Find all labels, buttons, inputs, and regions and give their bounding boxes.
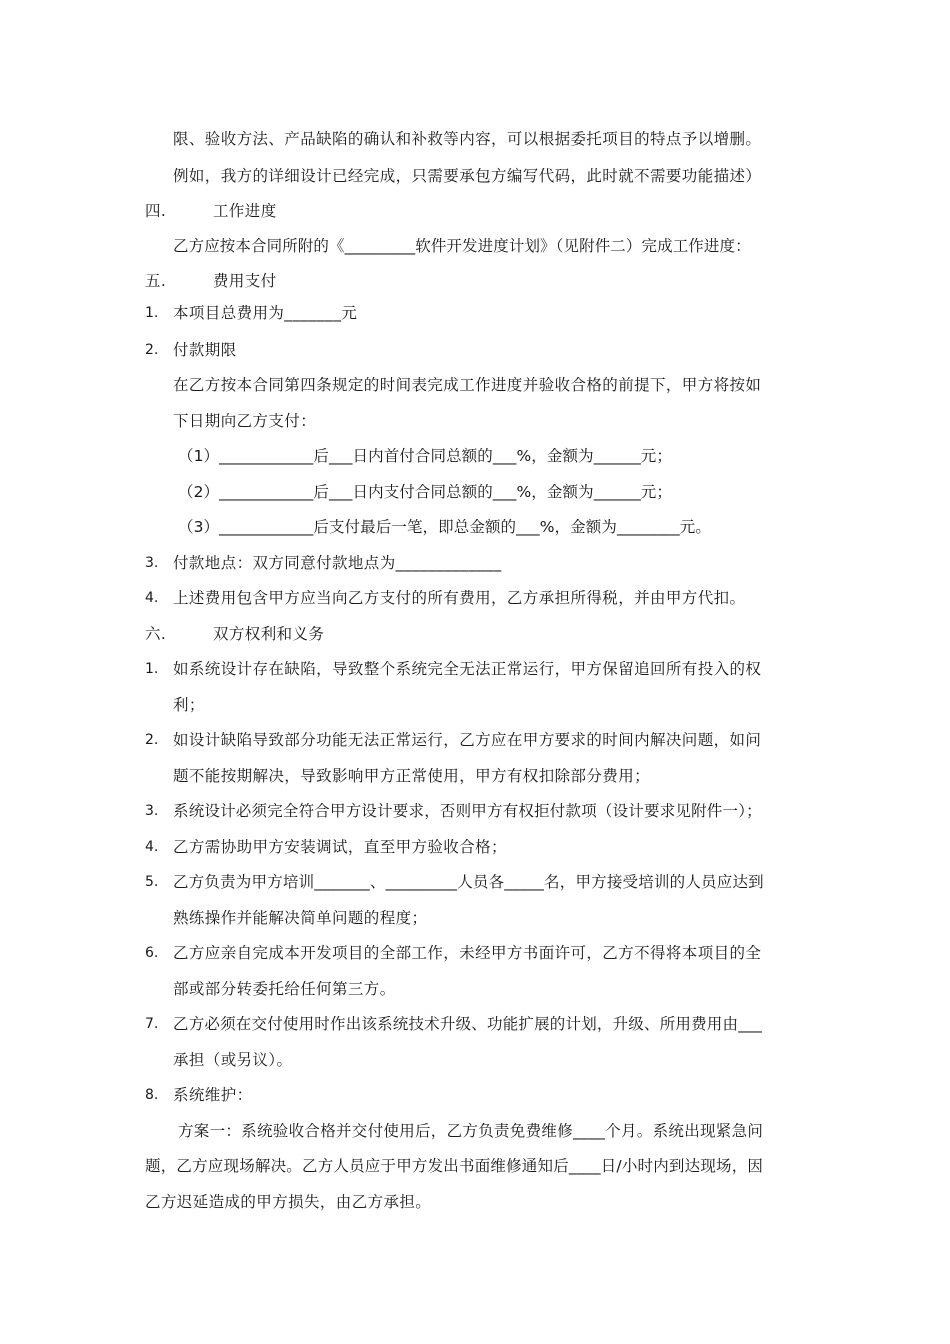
paragraph-line: 乙方迟延造成的甲方损失，由乙方承担。: [145, 1193, 432, 1211]
payment-term-line: （3）____________后支付最后一笔，即总金额的___%，金额为________元。: [178, 518, 711, 536]
paragraph-line: 下日期向乙方支付：: [173, 412, 317, 430]
list-item-text: 乙方负责为甲方培训_______、_________人员各_____名，甲方接受培训的人员应达到: [173, 873, 764, 891]
paragraph-line: 例如，我方的详细设计已经完成，只需要承包方编写代码，此时就不需要功能描述）: [173, 167, 762, 185]
paragraph-line: 限、验收方法、产品缺陷的确认和补救等内容，可以根据委托项目的特点予以增删。: [173, 130, 762, 148]
list-number: 2.: [145, 342, 159, 358]
paragraph-line: 题，乙方应现场解决。乙方人员应于甲方发出书面维修通知后____日/小时内到达现场，因: [145, 1157, 764, 1175]
list-number: 4.: [145, 839, 159, 855]
list-item-text: 如系统设计存在缺陷，导致整个系统完全无法正常运行，甲方保留追回所有投入的权: [173, 660, 762, 678]
list-number: 6.: [145, 945, 159, 961]
list-item-text: 系统设计必须完全符合甲方设计要求，否则甲方有权拒付款项（设计要求见附件一）；: [173, 802, 762, 820]
list-item-text: 本项目总费用为_______元: [173, 304, 358, 322]
list-number: 4.: [145, 590, 159, 606]
payment-term-line: （2）____________后___日内支付合同总额的___%，金额为______元；: [178, 483, 672, 501]
list-item-continuation: 部或部分转委托给任何第三方。: [173, 980, 396, 998]
list-number: 3.: [145, 555, 159, 571]
list-item-continuation: 题不能按期解决，导致影响甲方正常使用，甲方有权扣除部分费用；: [173, 767, 651, 785]
payment-term-line: （1）____________后___日内首付合同总额的___%，金额为______元；: [178, 447, 672, 465]
section-title: 工作进度: [213, 202, 277, 220]
list-number: 2.: [145, 732, 159, 748]
paragraph-line: 在乙方按本合同第四条规定的时间表完成工作进度并验收合格的前提下，甲方将按如: [173, 376, 762, 394]
list-item-text: 上述费用包含甲方应当向乙方支付的所有费用，乙方承担所得税，并由甲方代扣。: [173, 589, 746, 607]
section-number: 五.: [145, 272, 167, 290]
list-item-continuation: 熟练操作并能解决简单问题的程度；: [173, 909, 428, 927]
list-number: 1.: [145, 661, 159, 677]
section-title: 费用支付: [213, 272, 277, 290]
section-title: 双方权利和义务: [213, 625, 325, 643]
list-item-continuation: 利；: [173, 696, 205, 714]
list-item-text: 如设计缺陷导致部分功能无法正常运行，乙方应在甲方要求的时间内解决问题，如问: [173, 731, 762, 749]
list-item-continuation: 承担（或另议）。: [173, 1051, 293, 1069]
list-item-text: 付款期限: [173, 341, 237, 359]
list-number: 3.: [145, 803, 159, 819]
section-number: 六.: [145, 625, 167, 643]
list-item-text: 乙方应亲自完成本开发项目的全部工作，未经甲方书面许可，乙方不得将本项目的全: [173, 944, 762, 962]
list-item-text: 付款地点：双方同意付款地点为_____________: [173, 554, 502, 572]
list-item-text: 系统维护：: [173, 1086, 253, 1104]
section-number: 四.: [145, 202, 167, 220]
list-item-text: 乙方需协助甲方安装调试，直至甲方验收合格；: [173, 838, 507, 856]
list-number: 8.: [145, 1087, 159, 1103]
list-number: 5.: [145, 874, 159, 890]
list-number: 7.: [145, 1016, 159, 1032]
paragraph-line: 乙方应按本合同所附的《_________软件开发进度计划》（见附件二）完成工作进度：: [173, 237, 751, 255]
paragraph-line: 方案一：系统验收合格并交付使用后，乙方负责免费维修____个月。系统出现紧急问: [178, 1122, 764, 1140]
list-number: 1.: [145, 305, 159, 321]
list-item-text: 乙方必须在交付使用时作出该系统技术升级、功能扩展的计划，升级、所用费用由___: [173, 1015, 763, 1033]
